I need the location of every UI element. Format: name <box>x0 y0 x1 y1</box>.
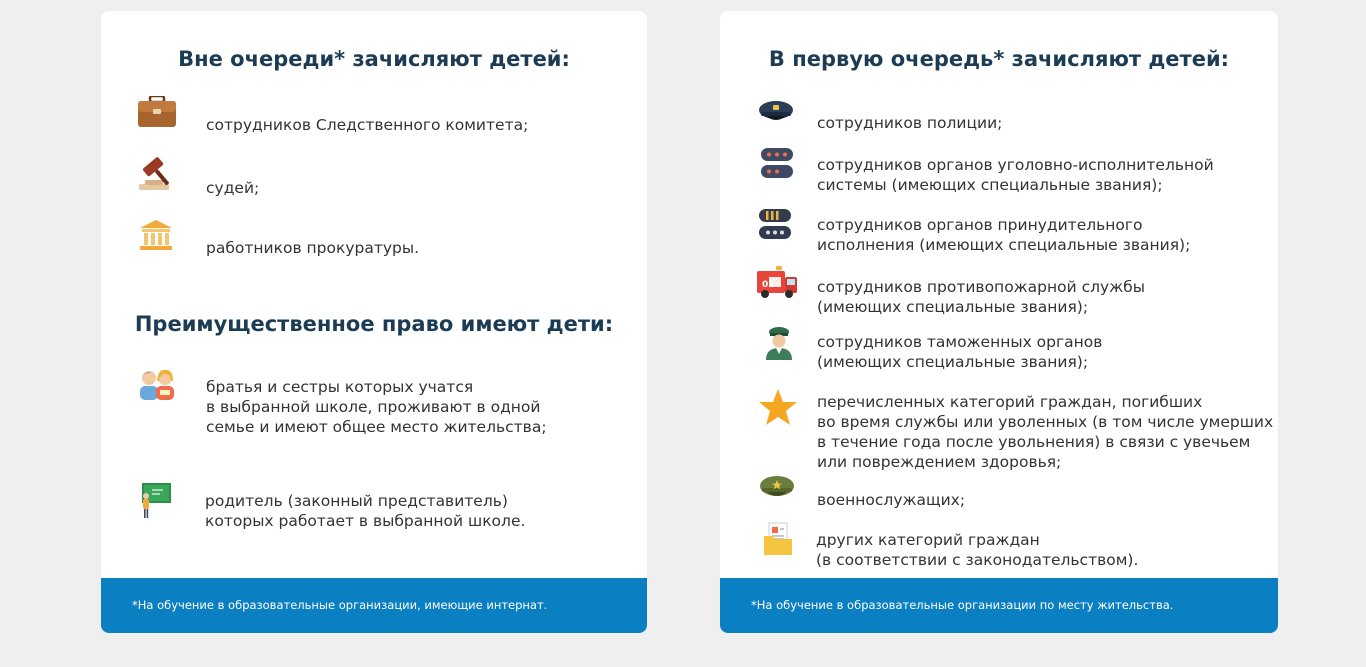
list-item-text: родитель (законный представитель) которых работает в выбранной школе. <box>205 492 526 530</box>
siblings-icon <box>138 369 176 401</box>
list-item-text: сотрудников органов принудительного исполнения (имеющих специальные звания); <box>817 216 1191 254</box>
shoulder-strap-icon <box>760 146 794 180</box>
left-card-title: Вне очереди* зачисляют детей: <box>178 47 570 71</box>
list-item-text: сотрудников таможенных органов (имеющих специальные звания); <box>817 333 1103 371</box>
courthouse-icon <box>139 219 173 251</box>
teacher-board-icon <box>138 483 172 519</box>
left-card <box>101 11 647 633</box>
right-card-footer-note: *На обучение в образовательные организации по месту жительства. <box>720 578 1278 633</box>
gavel-icon <box>137 157 175 191</box>
truck-number-label: 01 <box>762 280 775 290</box>
list-item-text: работников прокуратуры. <box>206 239 420 257</box>
list-item-text: военнослужащих; <box>817 491 966 509</box>
document-folder-icon <box>763 522 793 556</box>
customs-officer-icon <box>765 325 793 361</box>
police-cap-icon <box>758 100 794 122</box>
right-card <box>720 11 1278 633</box>
list-item-text: сотрудников Следственного комитета; <box>206 116 529 134</box>
list-item-text: других категорий граждан (в соответствии с законодательством). <box>816 531 1139 569</box>
right-card-title: В первую очередь* зачисляют детей: <box>768 47 1230 71</box>
list-item-text: перечисленных категорий граждан, погибших во время службы или уволенных (в том числе умерших в течение года после увольнения) в связи с увечьем или повреждением здоровья; <box>817 393 1274 471</box>
list-item-text: сотрудников противопожарной службы (имеющих специальные звания); <box>817 278 1145 316</box>
shoulder-strap-dark-icon <box>758 207 792 241</box>
left-card-footer-note: *На обучение в образовательные организации, имеющие интернат. <box>101 578 647 633</box>
list-item-text: судей; <box>206 179 260 197</box>
list-item-text: сотрудников полиции; <box>817 114 1003 132</box>
briefcase-icon <box>137 96 177 128</box>
military-cap-icon <box>759 475 795 499</box>
star-icon <box>758 388 798 426</box>
fire-truck-icon <box>756 266 798 300</box>
left-card-subtitle: Преимущественное право имеют дети: <box>134 312 614 336</box>
list-item-text: братья и сестры которых учатся в выбранной школе, проживают в одной семье и имеют общее место жительства; <box>206 378 547 436</box>
list-item-text: сотрудников органов уголовно-исполнительной системы (имеющих специальные звания); <box>817 156 1214 194</box>
